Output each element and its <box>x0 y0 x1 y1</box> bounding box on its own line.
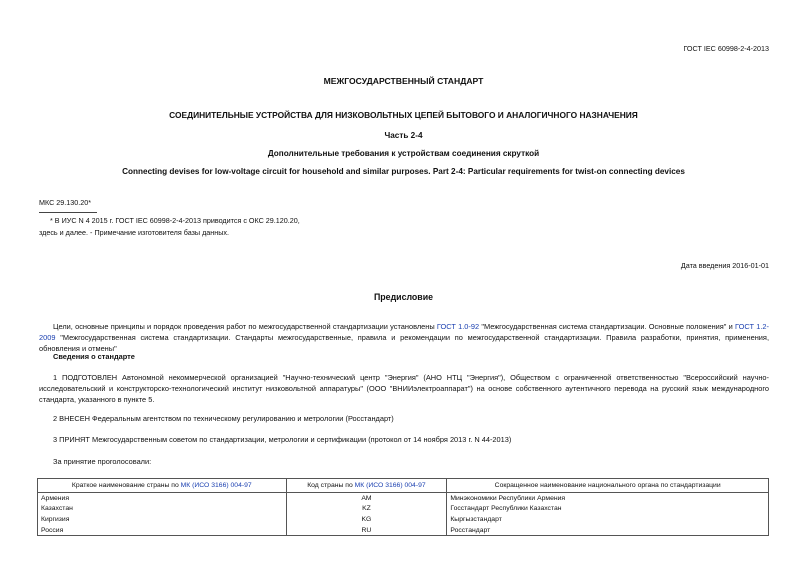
table-row <box>38 514 769 525</box>
body-cell: Минэкономики Республики Армения <box>447 493 769 504</box>
code-cell: KZ <box>286 504 447 515</box>
header-country-name: Краткое наименование страны по МК (ИСО 3166) 004-97 <box>38 479 287 493</box>
body-cell: Госстандарт Республики Казахстан <box>447 504 769 515</box>
table-row <box>38 525 769 536</box>
table-header-row <box>38 479 769 493</box>
mks-code: МКС 29.130.20* <box>39 198 92 207</box>
header-standards-body: Сокращенное наименование национального органа по стандартизации <box>447 479 769 493</box>
code-cell: AM <box>286 493 447 504</box>
foreword-title: Предисловие <box>373 292 434 302</box>
doc-code: ГОСТ IEC 60998-2-4-2013 <box>683 44 769 53</box>
country-cell: Казахстан <box>38 504 287 515</box>
foreword-paragraph <box>39 321 769 355</box>
country-cell: Россия <box>38 525 287 536</box>
code-cell: RU <box>286 525 447 536</box>
code-cell: KG <box>286 514 447 525</box>
gost-1-0-92-link[interactable]: ГОСТ 1.0-92 <box>436 322 480 331</box>
interstate-title: МЕЖГОСУДАРСТВЕННЫЙ СТАНДАРТ <box>323 76 484 86</box>
voting-countries-table <box>37 478 769 536</box>
foreword-text-a: Цели, основные принципы и порядок проведения работ по межгосударственной стандартизации установлены <box>53 322 437 331</box>
english-title: Connecting devises for low-voltage circuit for household and similar purposes. Part 2-4: Particular requirements for twist-on connecting devices <box>122 167 685 176</box>
footnote-line-2: здесь и далее. - Примечание изготовителя базы данных. <box>39 228 229 237</box>
mk-iso-3166-code-link[interactable]: МК (ИСО 3166) 004-97 <box>354 482 426 489</box>
header-country-code: Код страны по МК (ИСО 3166) 004-97 <box>286 479 447 493</box>
foreword-text-b: "Межгосударственная система стандартизации. Основные положения" и <box>479 322 736 331</box>
part-number: Часть 2-4 <box>384 131 423 140</box>
page-title: СОЕДИНИТЕЛЬНЫЕ УСТРОЙСТВА ДЛЯ НИЗКОВОЛЬТНЫХ ЦЕПЕЙ БЫТОВОГО И АНАЛОГИЧНОГО НАЗНАЧЕНИЯ <box>169 110 638 120</box>
subtitle: Дополнительные требования к устройствам соединения скруткой <box>267 149 540 158</box>
introduction-date: Дата введения 2016-01-01 <box>680 261 769 270</box>
country-cell: Армения <box>38 493 287 504</box>
foreword-text-c: "Межгосударственная система стандартизации. Стандарты межгосударственные, правила и рекомендации по межгосударственной стандартизации. Правила разработки, принятия, применения, обновления и отмены" <box>39 333 769 354</box>
footnote-line-1: * В ИУС N 4 2015 г. ГОСТ IEC 60998-2-4-2013 приводится с ОКС 29.120.20, <box>50 216 300 225</box>
standard-info-heading: Сведения о стандарте <box>53 352 135 361</box>
voted-for-label: За принятие проголосовали: <box>53 457 152 466</box>
gost-1-2-2009-link[interactable]: ГОСТ 1.2-2009 <box>39 322 769 343</box>
body-cell: Росстандарт <box>447 525 769 536</box>
table-row <box>38 504 769 515</box>
mk-iso-3166-link[interactable]: МК (ИСО 3166) 004-97 <box>180 482 252 489</box>
body-cell: Кыргызстандарт <box>447 514 769 525</box>
item-2-introduced: 2 ВНЕСЕН Федеральным агентством по техническому регулированию и метрологии (Росстандарт) <box>53 414 394 423</box>
item-1-prepared: 1 ПОДГОТОВЛЕН Автономной некоммерческой организацией "Научно-технический центр "Энергия" (АНО НТЦ "Энергия"), Обществом с ограниченной ответственностью "Всероссийский научно-исследовательский и конструкторско-технологический институт низковольтной аппаратуры" (ООО "ВНИИэлектроаппарат") на основе собственного аутентичного перевода на русский язык международного стандарта, указанного в пункте 5. <box>39 373 769 405</box>
footnote-divider <box>39 212 97 213</box>
item-3-adopted: 3 ПРИНЯТ Межгосударственным советом по стандартизации, метрологии и сертификации (протокол от 14 ноября 2013 г. N 44-2013) <box>53 435 512 444</box>
table-row <box>38 493 769 504</box>
country-cell: Киргизия <box>38 514 287 525</box>
